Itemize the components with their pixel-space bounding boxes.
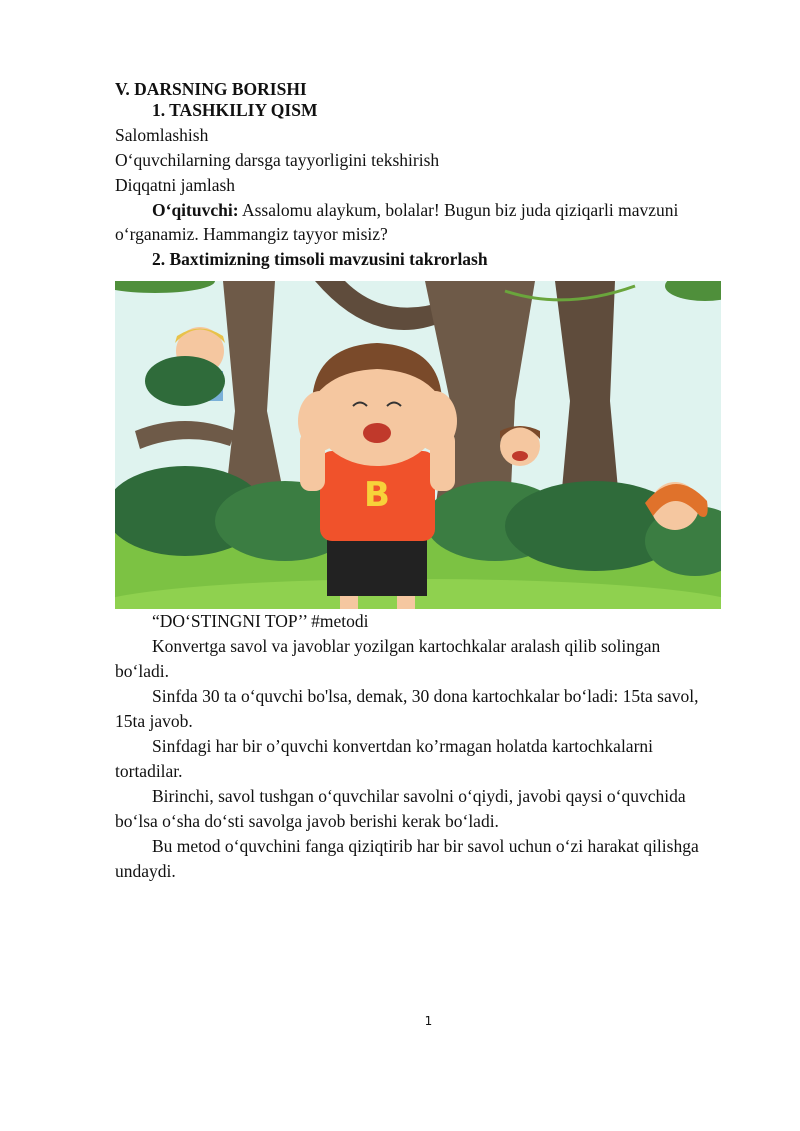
method-line: Konvertga savol va javoblar yozilgan kartochkalar aralash qilib solingan bbox=[152, 636, 661, 656]
teacher-greeting-cont: o‘rganamiz. Hammangiz tayyor misiz? bbox=[115, 224, 388, 244]
illustration-svg bbox=[115, 281, 721, 609]
method-line: bo‘lsa o‘sha do‘sti savolga javob berishi kerak bo‘ladi. bbox=[115, 811, 499, 831]
list-item: O‘quvchilarning darsga tayyorligini tekshirish bbox=[115, 150, 440, 170]
method-line: Birinchi, savol tushgan o‘quvchilar savolni o‘qiydi, javobi qaysi o‘quvchida bbox=[152, 786, 686, 806]
section-heading: V. DARSNING BORISHI bbox=[115, 79, 307, 99]
method-line: tortadilar. bbox=[115, 761, 183, 781]
subheading-review: 2. Baxtimizning timsoli mavzusini takrorlash bbox=[152, 249, 488, 269]
method-line: undaydi. bbox=[115, 861, 176, 881]
page-number: 1 bbox=[424, 1014, 433, 1028]
method-line: Sinfdagi har bir o’quvchi konvertdan ko’rmagan holatda kartochkalarni bbox=[152, 736, 654, 756]
teacher-greeting bbox=[152, 198, 678, 222]
list-item: Diqqatni jamlash bbox=[115, 175, 236, 195]
method-title: “DO‘STINGNI TOP’’ #metodi bbox=[152, 611, 369, 631]
method-line: bo‘ladi. bbox=[115, 661, 169, 681]
method-line: Bu metod o‘quvchini fanga qiziqtirib har bir savol uchun o‘zi harakat qilishga bbox=[152, 836, 699, 856]
method-line: Sinfda 30 ta o‘quvchi bo'lsa, demak, 30 dona kartochkalar bo‘ladi: 15ta savol, bbox=[152, 686, 699, 706]
shirt-letter: B bbox=[364, 475, 390, 515]
list-item: Salomlashish bbox=[115, 125, 209, 145]
teacher-label: O‘qituvchi: bbox=[152, 200, 239, 220]
subheading-organizational: 1. TASHKILIY QISM bbox=[152, 100, 318, 120]
teacher-speech: Assalomu alaykum, bolalar! Bugun biz juda qiziqarli mavzuni bbox=[238, 200, 679, 220]
method-line: 15ta javob. bbox=[115, 711, 193, 731]
hide-and-seek-illustration bbox=[115, 281, 721, 609]
